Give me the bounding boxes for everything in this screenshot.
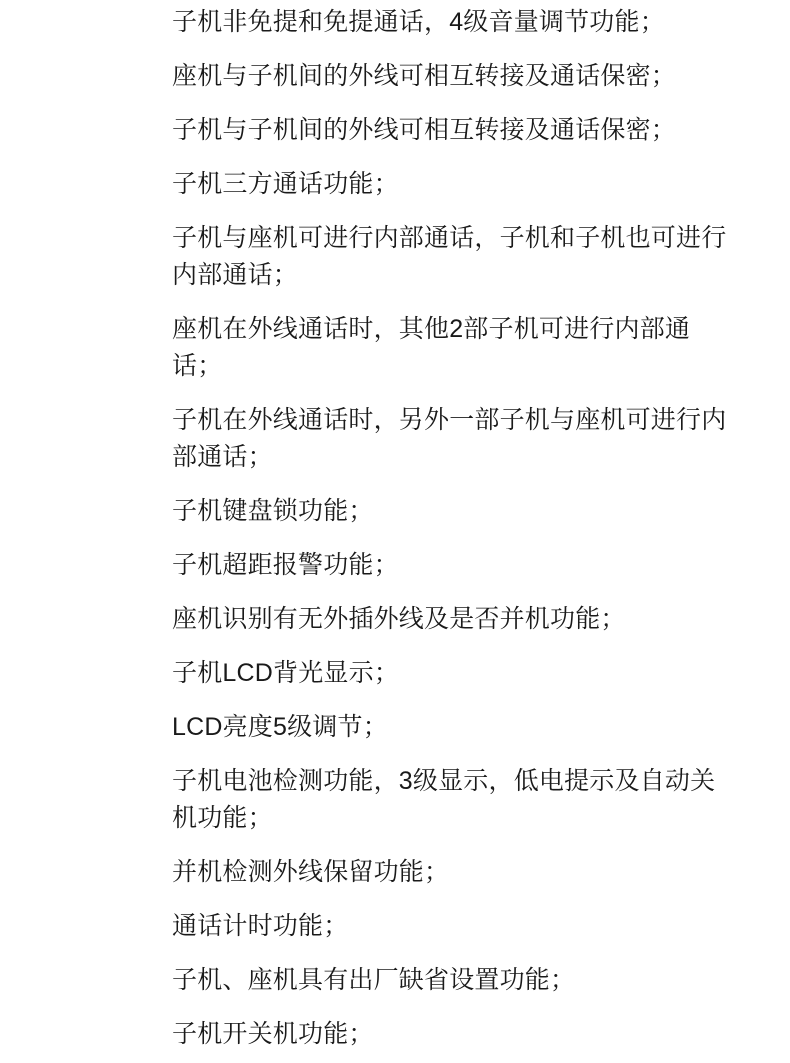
list-item: 座机在外线通话时，其他2部子机可进行内部通话； xyxy=(172,315,691,380)
list-item: 座机识别有无外插外线及是否并机功能； xyxy=(172,605,626,633)
list-item: 子机与子机间的外线可相互转接及通话保密； xyxy=(172,116,677,144)
list-item: 子机在外线通话时，另外一部子机与座机可进行内部通话； xyxy=(172,406,727,471)
list-item: 子机、座机具有出厂缺省设置功能； xyxy=(172,966,576,994)
list-item: 通话计时功能； xyxy=(172,912,349,940)
list-item: 座机与子机间的外线可相互转接及通话保密； xyxy=(172,62,677,90)
list-item: 子机电池检测功能，3级显示，低电提示及自动关机功能； xyxy=(172,767,716,832)
list-item: 子机键盘锁功能； xyxy=(172,497,374,525)
list-item: 子机三方通话功能； xyxy=(172,170,399,198)
list-item: 子机与座机可进行内部通话，子机和子机也可进行内部通话； xyxy=(172,224,727,289)
list-item: 并机检测外线保留功能； xyxy=(172,858,450,886)
list-item: 子机非免提和免提通话，4级音量调节功能； xyxy=(172,8,665,36)
feature-list xyxy=(172,4,738,1053)
list-item: LCD亮度5级调节； xyxy=(172,713,388,741)
list-item: 子机开关机功能； xyxy=(172,1020,374,1048)
list-item: 子机LCD背光显示； xyxy=(172,659,400,687)
list-item: 子机超距报警功能； xyxy=(172,551,399,579)
